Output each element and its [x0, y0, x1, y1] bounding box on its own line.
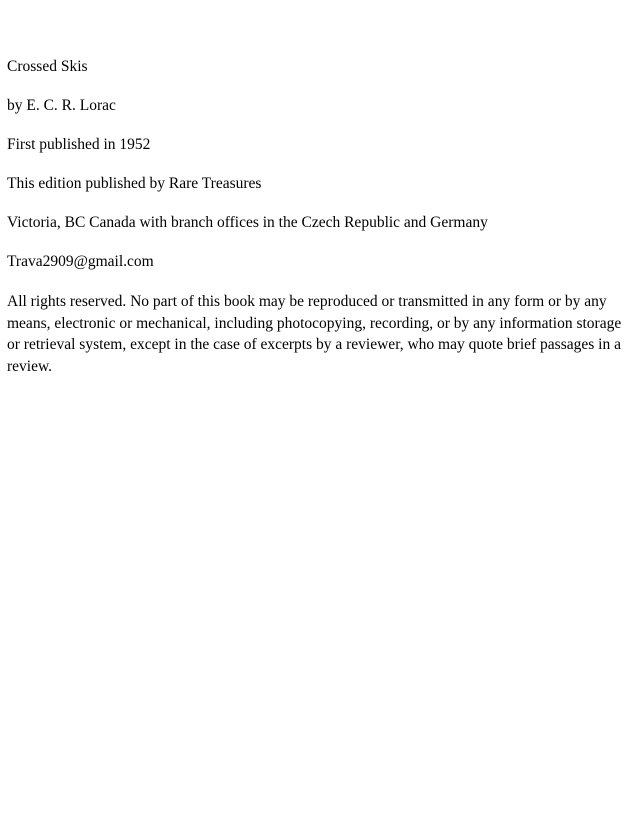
contact-email: Trava2909@gmail.com: [7, 253, 154, 270]
copyright-page: [7, 57, 632, 377]
rights-paragraph: All rights reserved. No part of this book may be reproduced or transmitted in any form or by any means, electronic or mechanical, including photocopying, recording, or by any information storage or retrieval system, except in the case of excerpts by a reviewer, who may quote brief passages in a review.: [7, 293, 622, 375]
author-line: by E. C. R. Lorac: [7, 97, 116, 114]
edition-line: This edition published by Rare Treasures: [7, 175, 262, 192]
book-title: Crossed Skis: [7, 58, 88, 75]
publisher-location-line: Victoria, BC Canada with branch offices in the Czech Republic and Germany: [7, 214, 488, 231]
first-published-line: First published in 1952: [7, 136, 151, 153]
